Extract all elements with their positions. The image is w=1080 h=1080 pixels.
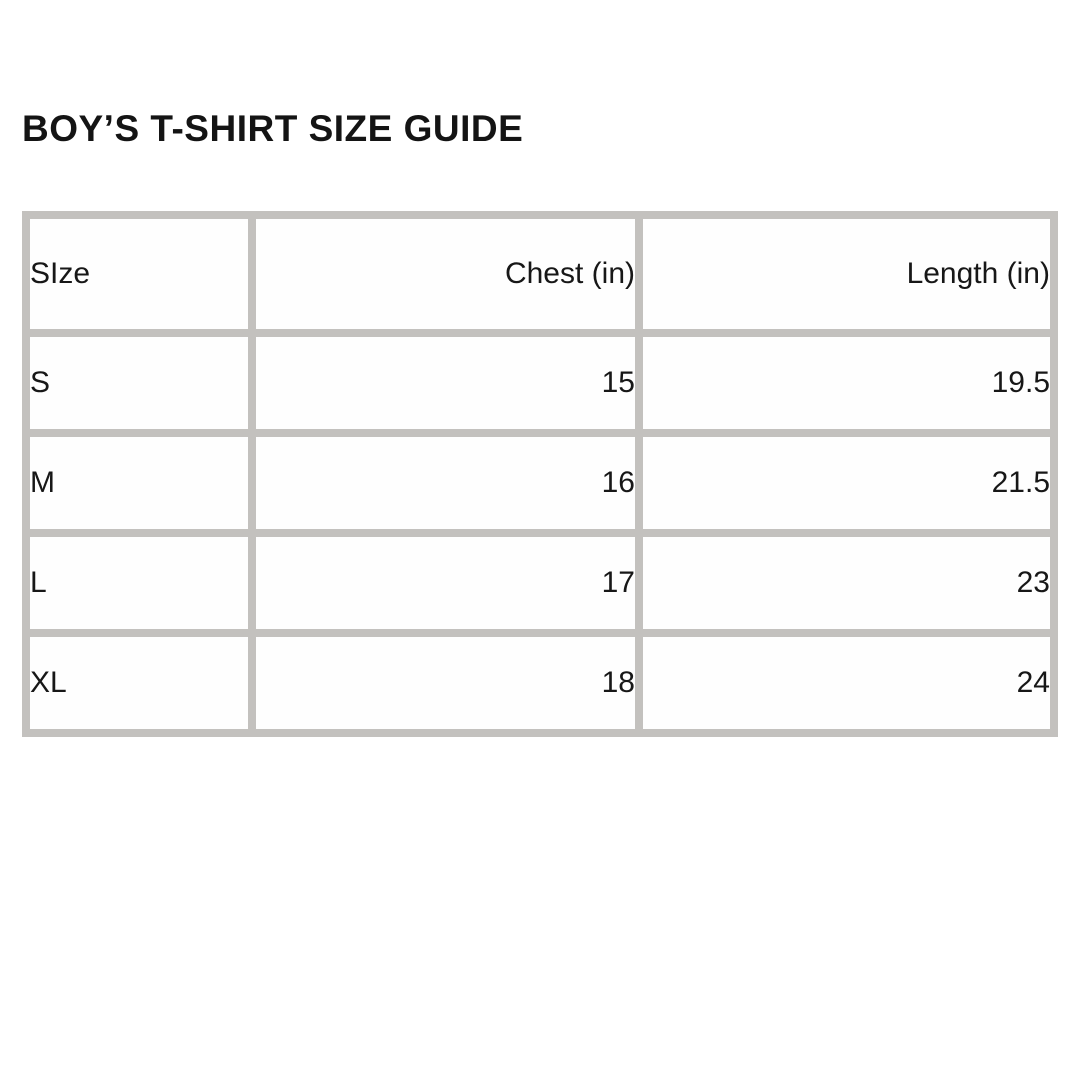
length-value: 21.5 bbox=[643, 437, 1050, 529]
table-row-l bbox=[30, 537, 1050, 629]
length-value: 24 bbox=[643, 637, 1050, 729]
chest-value: 16 bbox=[256, 437, 635, 529]
length-value: 19.5 bbox=[643, 337, 1050, 429]
chest-value: 18 bbox=[256, 637, 635, 729]
page-title: BOY’S T-SHIRT SIZE GUIDE bbox=[22, 108, 524, 149]
table-header-row bbox=[30, 219, 1050, 329]
table-row-xl bbox=[30, 637, 1050, 729]
column-header-chest: Chest (in) bbox=[256, 219, 635, 329]
length-value: 23 bbox=[643, 537, 1050, 629]
size-guide-table bbox=[22, 211, 1058, 737]
chest-value: 17 bbox=[256, 537, 635, 629]
column-header-size: SIze bbox=[30, 219, 248, 329]
column-header-length: Length (in) bbox=[643, 219, 1050, 329]
chest-value: 15 bbox=[256, 337, 635, 429]
size-value: L bbox=[30, 537, 248, 629]
size-value: M bbox=[30, 437, 248, 529]
size-value: S bbox=[30, 337, 248, 429]
table-row-s bbox=[30, 337, 1050, 429]
size-value: XL bbox=[30, 637, 248, 729]
table-row-m bbox=[30, 437, 1050, 529]
